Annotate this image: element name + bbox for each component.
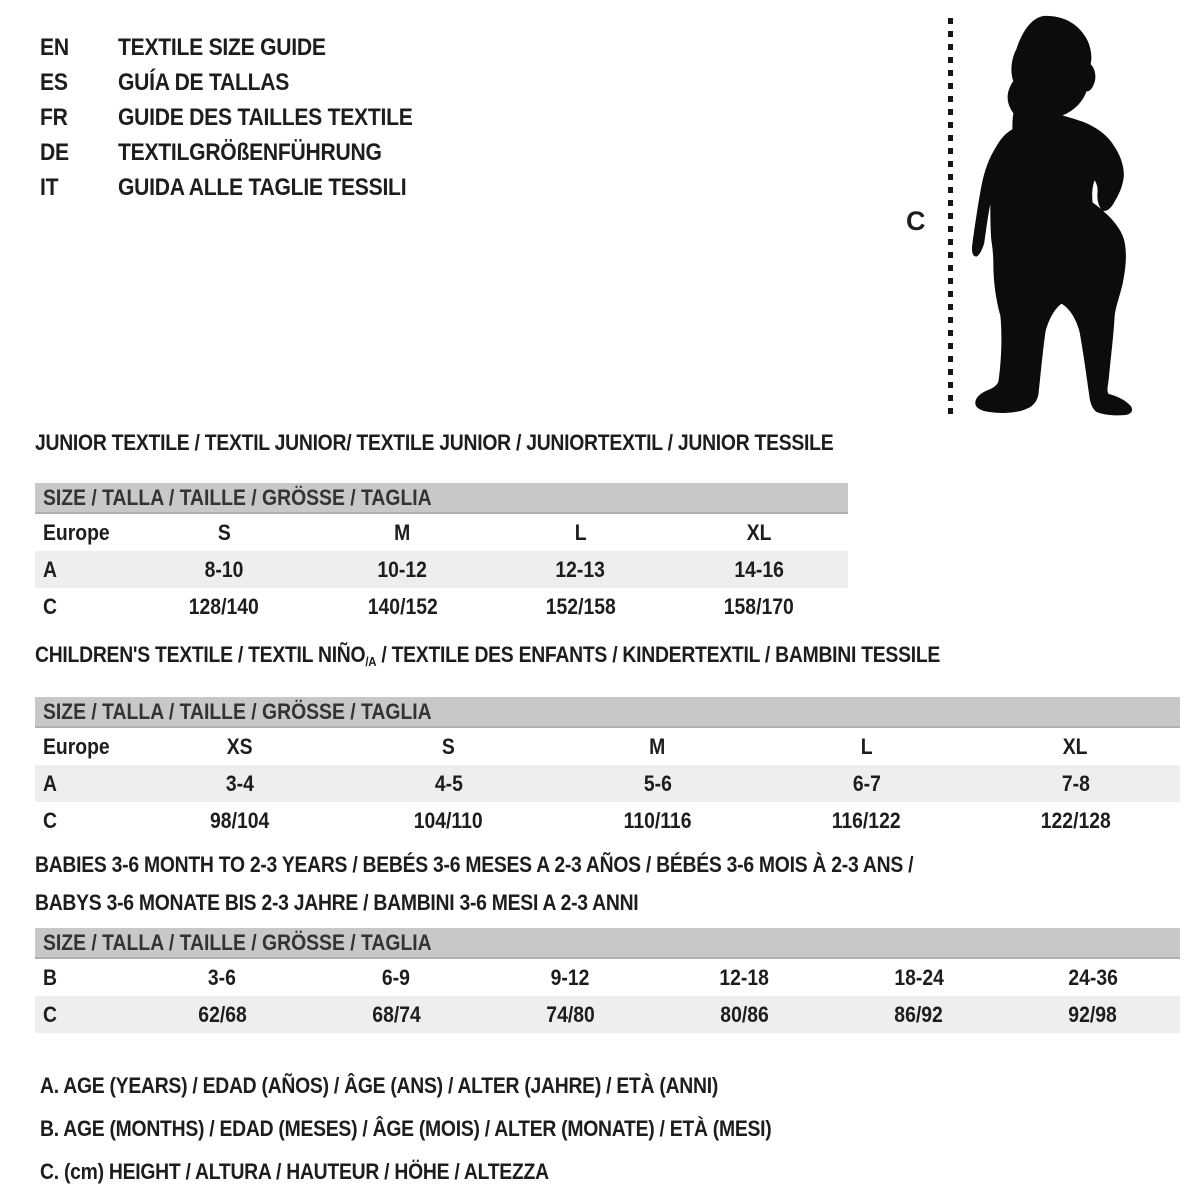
legend-line-b: B. AGE (MONTHS) / EDAD (MESES) / ÂGE (MOIS) / ALTER (MONATE) / ETÀ (MESI)	[40, 1115, 772, 1141]
table-cell: 3-6	[208, 964, 237, 990]
table-cell: 24-36	[1068, 964, 1118, 990]
table-cell: 7-8	[1061, 770, 1090, 796]
table-cell: 110/116	[623, 807, 692, 833]
table-cell: 122/128	[1040, 807, 1111, 833]
table-cell: XL	[1063, 733, 1088, 759]
lang-code: FR	[40, 103, 68, 131]
table-cell: 62/68	[197, 1001, 247, 1027]
table-cell: 80/86	[720, 1001, 769, 1027]
size-header-bar: SIZE / TALLA / TAILLE / GRÖSSE / TAGLIA	[35, 697, 1180, 728]
table-cell: 3-4	[225, 770, 254, 796]
table-cell: S	[217, 519, 231, 545]
lang-title: GUIDE DES TAILLES TEXTILE	[118, 103, 413, 131]
table-title: BABIES 3-6 MONTH TO 2-3 YEARS / BEBÉS 3-6 MESES A 2-3 AÑOS / BÉBÉS 3-6 MOIS À 2-3 ANS / BABYS 3-6 MONATE BIS 2-3 JAHRE / BAMBINI 3-6 MESI A 2-3 ANNI	[35, 852, 914, 915]
table-row	[35, 802, 1180, 839]
table-cell: 152/158	[545, 593, 616, 619]
lang-title: GUIDA ALLE TAGLIE TESSILI	[118, 173, 407, 201]
table-cell: L	[860, 733, 873, 759]
row-label: A	[43, 770, 57, 796]
table-cell: 6-9	[382, 964, 411, 990]
table-cell: 140/152	[367, 593, 438, 619]
lang-title: TEXTILGRÖßENFÜHRUNG	[118, 138, 382, 166]
height-measure-dashed-line	[948, 18, 953, 415]
row-label: C	[43, 807, 57, 833]
lang-row-fr	[40, 100, 453, 135]
lang-row-en	[40, 30, 453, 65]
size-header-bar: SIZE / TALLA / TAILLE / GRÖSSE / TAGLIA	[35, 483, 848, 514]
table-cell: 8-10	[204, 556, 244, 582]
row-label: Europe	[43, 733, 110, 759]
row-label: C	[43, 593, 57, 619]
lang-row-de	[40, 135, 453, 170]
table-cell: 4-5	[434, 770, 463, 796]
lang-code: DE	[40, 138, 69, 166]
legend-line-a: A. AGE (YEARS) / EDAD (AÑOS) / ÂGE (ANS) / ALTER (JAHRE) / ETÀ (ANNI)	[40, 1072, 719, 1098]
table-cell: 14-16	[734, 556, 784, 582]
table-cell: 18-24	[894, 964, 944, 990]
table-cell: 116/122	[832, 807, 901, 833]
table-cell: 12-13	[555, 556, 606, 582]
table-title: CHILDREN'S TEXTILE / TEXTIL $NIÑO_{/A}$ / TEXTILE DES ENFANTS / KINDERTEXTIL / BAMBINI TESSILE	[35, 642, 941, 669]
language-header	[40, 30, 453, 205]
table-cell: 5-6	[643, 770, 672, 796]
measure-legend	[40, 1064, 871, 1193]
lang-code: EN	[40, 33, 69, 61]
toddler-silhouette-icon	[966, 14, 1144, 417]
lang-code: ES	[40, 68, 68, 96]
table-cell: 104/110	[414, 807, 483, 833]
table-row	[35, 996, 1180, 1033]
table-row	[35, 728, 1180, 765]
lang-title: GUÍA DE TALLAS	[118, 68, 290, 96]
table-cell: S	[442, 733, 455, 759]
table-title: JUNIOR TEXTILE / TEXTIL JUNIOR/ TEXTILE JUNIOR / JUNIORTEXTIL / JUNIOR TESSILE	[35, 430, 834, 455]
table-cell: M	[649, 733, 666, 759]
table-row	[35, 551, 848, 588]
table-cell: XS	[226, 733, 253, 759]
row-label: Europe	[43, 519, 110, 545]
table-cell: M	[394, 519, 411, 545]
lang-code: IT	[40, 173, 59, 201]
row-label: C	[43, 1001, 57, 1027]
row-label: B	[43, 964, 57, 990]
table-row	[35, 514, 848, 551]
table-row	[35, 588, 848, 625]
size-header-bar: SIZE / TALLA / TAILLE / GRÖSSE / TAGLIA	[35, 928, 1180, 959]
table-cell: 98/104	[209, 807, 270, 833]
title-subscript: /A	[365, 654, 377, 669]
table-cell: 68/74	[372, 1001, 421, 1027]
table-cell: 74/80	[546, 1001, 595, 1027]
lang-row-it	[40, 170, 453, 205]
children-textile-table	[35, 642, 1180, 839]
lang-row-es	[40, 65, 453, 100]
table-cell: 158/170	[723, 593, 794, 619]
table-row	[35, 959, 1180, 996]
row-label: A	[43, 556, 57, 582]
table-cell: 10-12	[377, 556, 428, 582]
table-cell: 6-7	[852, 770, 881, 796]
table-cell: 9-12	[551, 964, 590, 990]
height-measure-label: C	[906, 206, 926, 236]
table-cell: 128/140	[189, 593, 260, 619]
table-cell: XL	[746, 519, 772, 545]
table-cell: 92/98	[1068, 1001, 1118, 1027]
babies-textile-table	[35, 846, 1180, 1033]
table-row	[35, 765, 1180, 802]
junior-textile-table	[35, 430, 848, 625]
lang-title: TEXTILE SIZE GUIDE	[118, 33, 326, 61]
legend-line-c: C. (cm) HEIGHT / ALTURA / HAUTEUR / HÖHE / ALTEZZA	[40, 1158, 549, 1184]
table-cell: L	[574, 519, 587, 545]
table-cell: 86/92	[894, 1001, 943, 1027]
table-cell: 12-18	[719, 964, 770, 990]
